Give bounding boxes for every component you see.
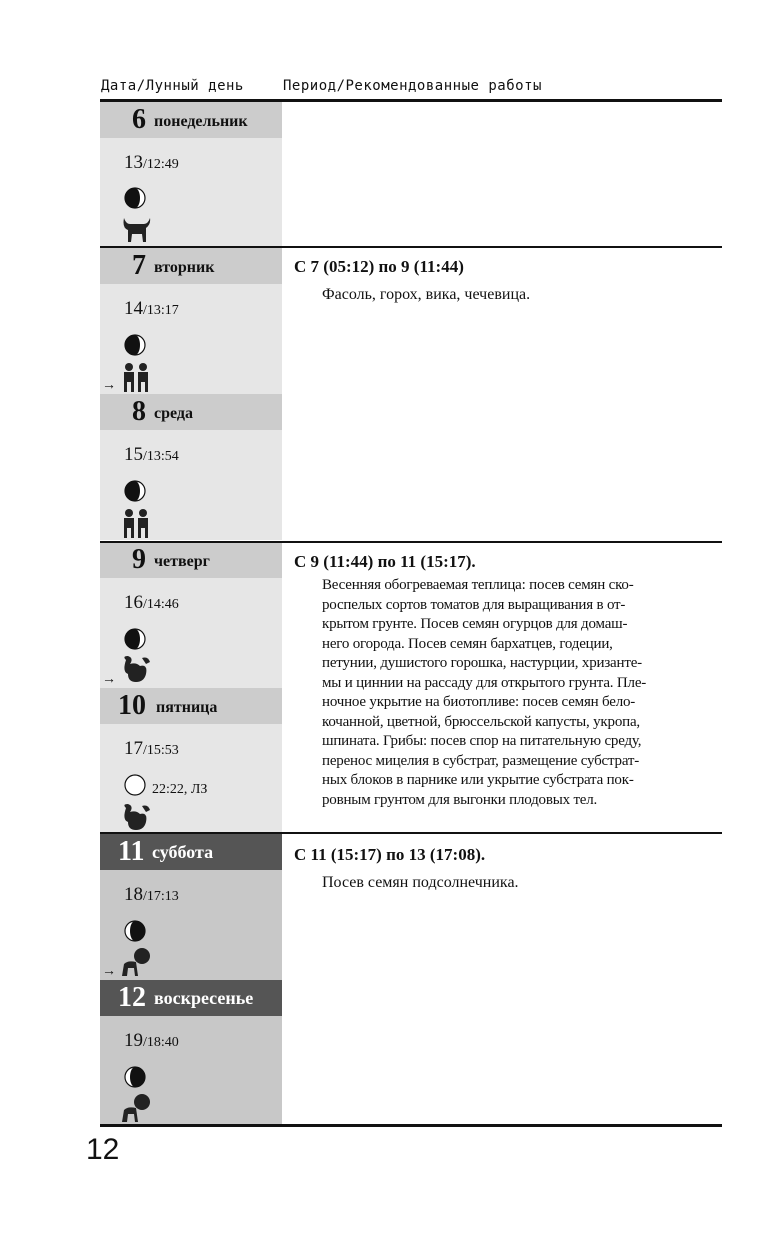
- leo-icon: [118, 946, 154, 978]
- moon-phase-note: 22:22, ЛЗ: [152, 782, 208, 797]
- weekday-name: пятница: [156, 699, 218, 716]
- day-number: 10: [118, 690, 146, 721]
- lunar-day: 18/17:13: [124, 884, 179, 905]
- weekday-name: среда: [154, 405, 193, 422]
- day-number: 8: [132, 396, 146, 427]
- weekday-name: четверг: [154, 553, 210, 570]
- separator-rule: [100, 832, 722, 834]
- weekday-name: вторник: [154, 259, 215, 276]
- day-number: 6: [132, 104, 146, 135]
- period-paragraph: Весенняя обогреваемая теплица: посев семян ско- роспелых сортов томатов для выращивания в от- крытом грунте. Посев семян огурцов для домаш- него огорода. Посев семян бархатцев, годеции, петунии, душистого горошка, настурции, хризанте- мы и циннии на рассаду для открытого грунта. Пле- ночное укрытие на биотопливе: посев семян бело- кочанной, цветной, брюссельской капусты, укропа, шпината. Грибы: посев спор на питательную среду, перенос мицелия в субстрат, размещение субстрат- ных блоков в парнике или укрытие субстрата пок- ровным грунтом для выгонки плодовых тел.: [322, 577, 647, 808]
- weekday-name: воскресенье: [154, 988, 254, 1008]
- waxing-gibbous-icon: [124, 628, 146, 650]
- day-12-header: [100, 980, 282, 1016]
- lunar-day: 17/15:53: [124, 738, 179, 759]
- day-12: [100, 980, 282, 1124]
- header-date-label: Дата/Лунный день: [101, 78, 244, 94]
- weekday-name: понедельник: [154, 113, 248, 130]
- day-6-header: [100, 102, 282, 138]
- day-11-header: [100, 834, 282, 870]
- taurus-icon: [118, 214, 154, 246]
- sign-change-arrow: →: [102, 378, 116, 393]
- day-10-header: [100, 688, 282, 724]
- sign-change-arrow: →: [102, 672, 116, 687]
- leo-icon: [118, 1092, 154, 1124]
- day-6: [100, 102, 282, 246]
- bottom-rule: [100, 1124, 722, 1127]
- lunar-day: 16/14:46: [124, 592, 179, 613]
- header-period-label: Период/Рекомендованные работы: [283, 78, 542, 94]
- gemini-icon: [118, 508, 154, 540]
- waxing-gibbous-icon: [124, 187, 146, 209]
- day-number: 11: [118, 836, 145, 867]
- period-text: Посев семян подсолнечника.: [322, 874, 519, 891]
- day-8: [100, 394, 282, 540]
- waning-gibbous-icon: [124, 920, 146, 942]
- day-7: [100, 248, 282, 394]
- day-number: 7: [132, 250, 146, 281]
- date-column: [100, 102, 282, 1124]
- separator-rule: [100, 246, 722, 248]
- day-8-header: [100, 394, 282, 430]
- lunar-day: 14/13:17: [124, 298, 179, 319]
- period-title: С 7 (05:12) по 9 (11:44): [294, 257, 464, 276]
- period-text: Фасоль, горох, вика, чечевица.: [322, 286, 531, 303]
- page-number: 12: [86, 1133, 120, 1166]
- separator-rule: [100, 541, 722, 543]
- weekday-name: суббота: [152, 842, 214, 862]
- gemini-icon: [118, 362, 154, 394]
- lunar-day: 15/13:54: [124, 444, 179, 465]
- day-number: 9: [132, 544, 146, 575]
- cancer-icon: [118, 802, 154, 834]
- day-number: 12: [118, 982, 146, 1013]
- sign-change-arrow: →: [102, 964, 116, 979]
- day-11: [100, 834, 282, 980]
- cancer-icon: [118, 654, 154, 686]
- day-7-header: [100, 248, 282, 284]
- lunar-day: 19/18:40: [124, 1030, 179, 1051]
- day-10: [100, 688, 282, 834]
- day-9: [100, 542, 282, 688]
- period-title: С 11 (15:17) по 13 (17:08).: [294, 845, 486, 864]
- full-moon-icon: [124, 774, 146, 796]
- waning-gibbous-icon: [124, 1066, 146, 1088]
- waxing-gibbous-icon: [124, 334, 146, 356]
- waxing-gibbous-icon: [124, 480, 146, 502]
- period-title: С 9 (11:44) по 11 (15:17).: [294, 552, 476, 571]
- day-9-header: [100, 542, 282, 578]
- lunar-day: 13/12:49: [124, 152, 179, 173]
